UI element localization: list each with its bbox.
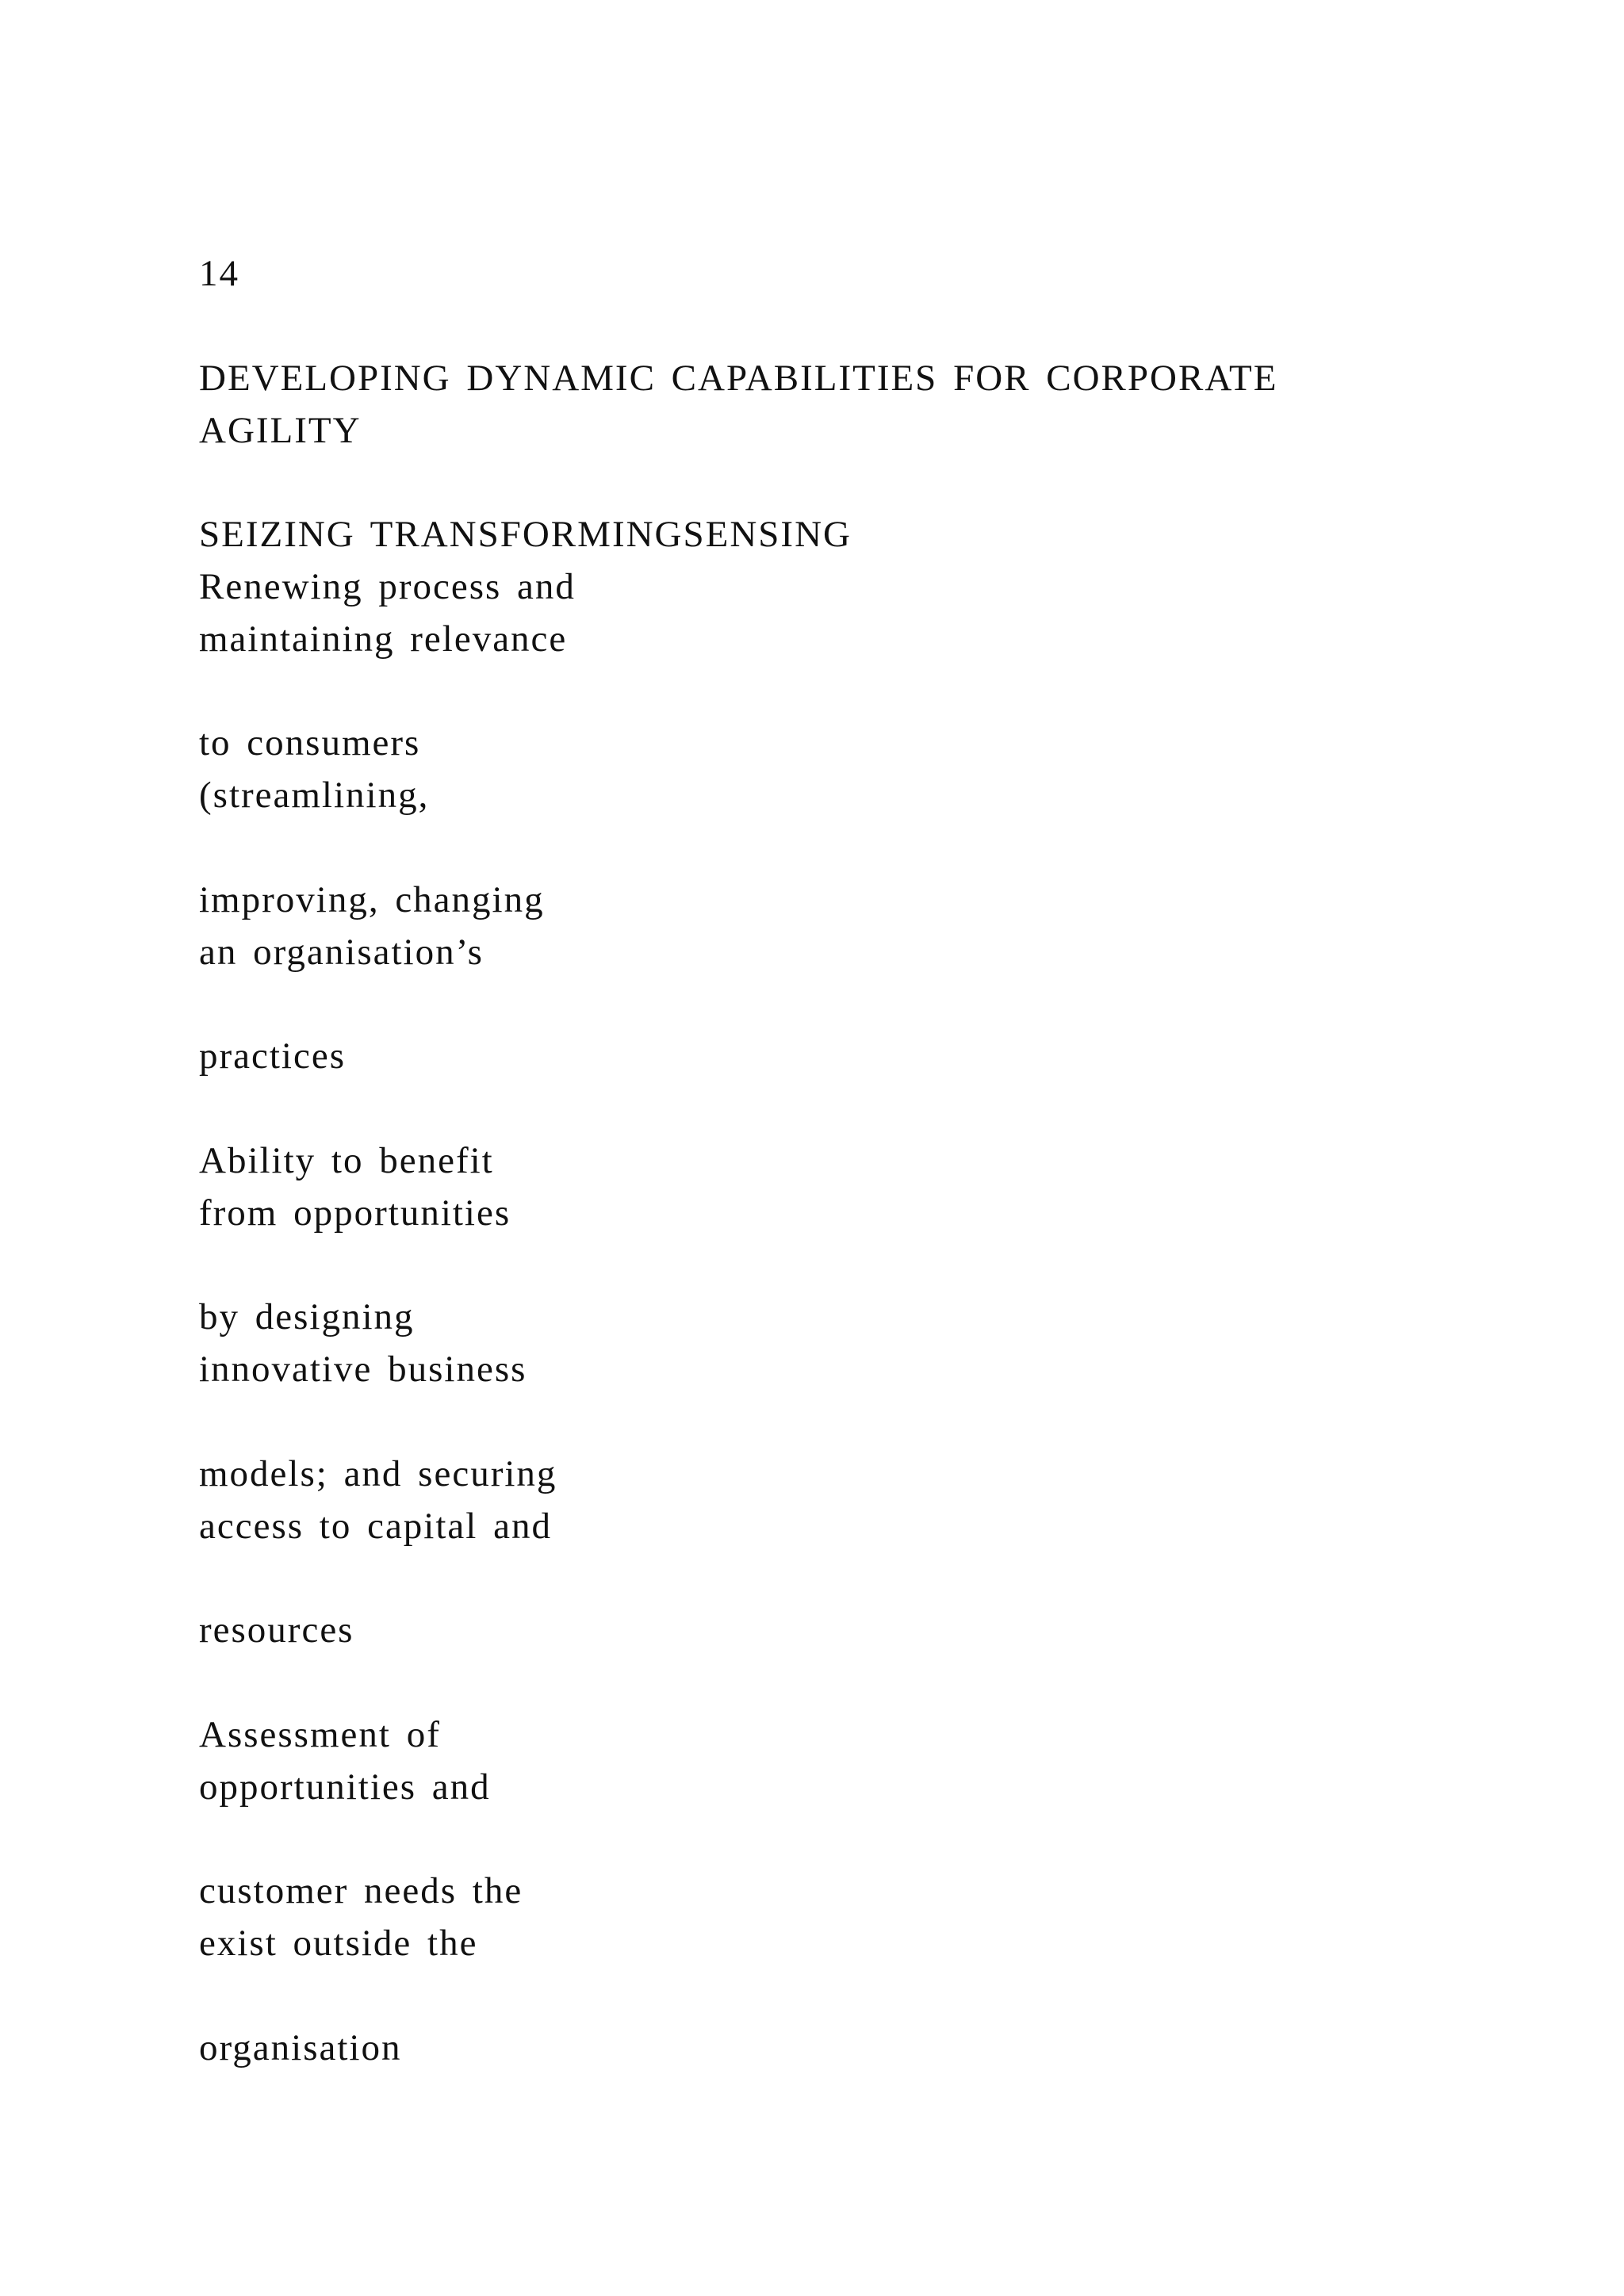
transforming-text-line: Renewing process and: [199, 566, 576, 607]
seizing-text-line: resources: [199, 1609, 354, 1651]
page-number: 14: [199, 253, 239, 294]
sensing-text-line: Assessment of: [199, 1714, 441, 1755]
seizing-text-line: models; and securing: [199, 1453, 557, 1494]
document-title-line-1: DEVELOPING DYNAMIC CAPABILITIES FOR CORPORATE: [199, 358, 1278, 399]
sensing-text-line: opportunities and: [199, 1766, 491, 1808]
sensing-text-line: organisation: [199, 2027, 402, 2068]
transforming-text-line: (streamlining,: [199, 775, 430, 816]
sensing-text-line: exist outside the: [199, 1923, 478, 1964]
document-title-line-2: AGILITY: [199, 410, 362, 451]
transforming-text-line: practices: [199, 1035, 347, 1077]
transforming-text-line: to consumers: [199, 722, 421, 763]
seizing-text-line: from opportunities: [199, 1192, 511, 1234]
capability-headings: SEIZING TRANSFORMINGSENSING: [199, 514, 852, 555]
sensing-text-line: customer needs the: [199, 1870, 523, 1911]
transforming-text-line: improving, changing: [199, 879, 545, 920]
seizing-text-line: Ability to benefit: [199, 1140, 494, 1181]
transforming-text-line: maintaining relevance: [199, 618, 568, 660]
transforming-text-line: an organisation’s: [199, 932, 484, 973]
seizing-text-line: access to capital and: [199, 1506, 552, 1547]
seizing-text-line: innovative business: [199, 1349, 527, 1390]
seizing-text-line: by designing: [199, 1296, 415, 1337]
